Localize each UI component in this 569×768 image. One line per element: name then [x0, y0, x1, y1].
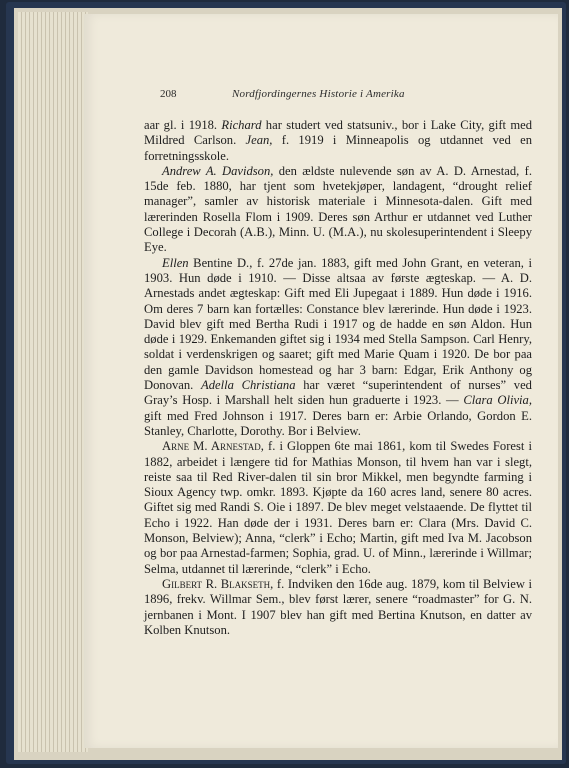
paragraph [144, 577, 532, 638]
name-italic: Andrew A. Davidson, [162, 163, 274, 178]
name-italic: Ellen [162, 255, 189, 270]
name-smallcaps: Gilbert R. Blakseth, [162, 576, 274, 591]
page-edges [18, 12, 88, 752]
name-italic: Jean, [245, 133, 273, 148]
text-run: Bentine D., f. 27de jan. 1883, gift med John Grant, en veteran, i 1903. Hun døde i 1910. — Disse altsaa av første ægteskap. — A. D. Arnestads andet ægteskap: Gift med Eli Jupegaat i 1889. Hun døde i 1916. Om deres 7 barn kan fortælles: Constance blev lærerinde. Hun døde i 1923. David blev gift med Bertha Rudi i 1917 og de hadde en søn Aldon. Hun døde i 1929. Enkemanden giftet sig i 1934 med Stella Sampson. Carl Henry, soldat i verdenskrigen og saaret; gift med Marie Quam i 1920. De bor paa den gamle Davidson homestead og har 3 barn: Edgar, Erik Anthony og Donovan. [144, 255, 532, 393]
text-run: gift med Fred Johnson i 1917. Deres barn er: Arbie Orlando, Gordon E. Stanley, Charlotte, Dorothy. Bor i Belview. [144, 408, 532, 438]
paragraph [144, 439, 532, 577]
text-run: har været “superintendent of nurses” ved Gray’s Hosp. i Marshall helt siden hun graduerte i 1923. — [144, 378, 532, 408]
name-italic: Clara Olivia, [463, 393, 533, 408]
text-run: aar gl. i 1918. [144, 118, 222, 132]
running-title: Nordfjordingernes Historie i Amerika [232, 88, 405, 100]
name-italic: Richard [221, 118, 262, 132]
paragraph [144, 118, 532, 164]
running-head [160, 88, 460, 106]
text-run: f. Indviken den 16de aug. 1879, kom til Belview i 1896, frekv. Willmar Sem., blev først lærer, senere “roadmaster” for G. N. jernbanen i Mont. I 1907 blev han gift med Bertina Knutson, en datter av Kolben Knutson. [144, 576, 532, 637]
text-run: den ældste nulevende søn av A. D. Arnestad, f. 15de feb. 1880, har tjent som hvetekjøper, landagent, “drought relief manager”, samler av historisk materiale i Minnesota-dalen. Gift med lærerinden Rosella Flom i 1909. Deres søn Arthur er utdannet ved Luther College i Decorah (A.B.), Minn. U. (M.A.), nu skolesuperintendent i Sleepy Eye. [144, 163, 532, 255]
name-italic: Adella Christiana [201, 378, 296, 393]
text-run: f. i Gloppen 6te mai 1861, kom til Swedes Forest i 1882, arbeidet i længere tid for Mathias Monson, til hvem han var i slegt, reiste saa til Red River-dalen til sin bror Mikkel, men begyndte farming i Sioux Agency twp. omkr. 1893. Kjøpte da 160 acres land, senere 80 acres. Giftet sig med Randi S. Oie i 1897. De blev meget velstaaende. De flyttet til Echo i 1922. Han døde der i 1931. Deres barn er: Clara (Mrs. David C. Monson, Belview); Anna, “clerk” i Echo; Martin, gift med Iva M. Jacobson og bor paa Arnestad-farmen; Sophia, grad. U. of Minn., lærerinde i Willmar; Selma, utdannet til lærerinde, “clerk” i Echo. [144, 439, 532, 576]
paragraph [144, 164, 532, 256]
text-run: har studert ved statsuniv., bor i Lake City, gift med Mildred Carlson. [144, 118, 533, 148]
text-run: f. 1919 i Minneapolis og utdannet ved en forretningsskole. [144, 133, 532, 163]
body-text [144, 118, 532, 638]
paragraph [144, 256, 532, 440]
name-smallcaps: Arne M. Arnestad, [162, 439, 264, 454]
page-number: 208 [160, 88, 177, 100]
